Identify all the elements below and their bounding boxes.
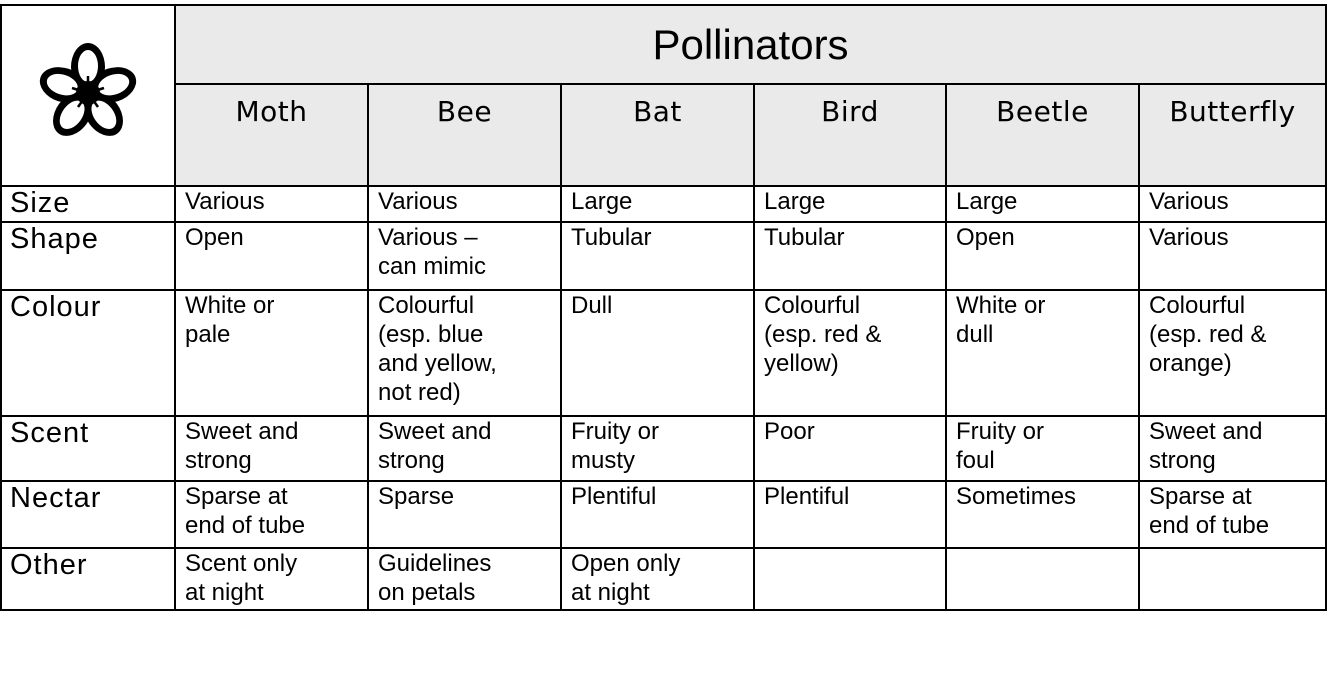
cell-shape-bee	[368, 222, 561, 290]
cell-line: at night	[185, 579, 264, 606]
cell-line: Sparse	[378, 483, 455, 510]
cell-line: yellow)	[764, 350, 839, 377]
column-header-bee: Bee	[368, 84, 561, 186]
cell-size-bee	[368, 186, 561, 222]
table-row	[1, 548, 1326, 610]
cell-line: Various	[185, 188, 265, 215]
table-row	[1, 290, 1326, 416]
cell-line: Plentiful	[764, 483, 850, 510]
cell-line: Open	[956, 224, 1015, 251]
row-label-shape: Shape	[1, 222, 175, 290]
cell-line: Colourful	[1149, 292, 1246, 319]
cell-nectar-bee	[368, 481, 561, 548]
cell-shape-bat	[561, 222, 754, 290]
cell-line: Various –	[378, 224, 478, 251]
cell-line: end of tube	[1149, 512, 1270, 539]
cell-scent-bee	[368, 416, 561, 481]
cell-other-bee	[368, 548, 561, 610]
row-label-scent: Scent	[1, 416, 175, 481]
cell-line: strong	[378, 447, 445, 474]
cell-line: Plentiful	[571, 483, 657, 510]
cell-line: foul	[956, 447, 995, 474]
cell-scent-beetle	[946, 416, 1139, 481]
row-label-size: Size	[1, 186, 175, 222]
cell-line: orange)	[1149, 350, 1232, 377]
table-row	[1, 416, 1326, 481]
cell-line: Large	[571, 188, 633, 215]
row-label-colour: Colour	[1, 290, 175, 416]
cell-line: at night	[571, 579, 650, 606]
cell-line: Sweet and	[185, 418, 299, 445]
cell-size-moth	[175, 186, 368, 222]
table-row	[1, 186, 1326, 222]
cell-line: Sparse at	[1149, 483, 1252, 510]
cell-shape-butterfly	[1139, 222, 1326, 290]
row-label-nectar: Nectar	[1, 481, 175, 548]
cell-size-butterfly	[1139, 186, 1326, 222]
cell-colour-bird	[754, 290, 946, 416]
cell-line: Fruity or	[956, 418, 1045, 445]
cell-line: dull	[956, 321, 994, 348]
cell-line: on petals	[378, 579, 476, 606]
cell-line: Large	[764, 188, 826, 215]
cell-line: strong	[1149, 447, 1216, 474]
table-row	[1, 481, 1326, 548]
cell-colour-bat	[561, 290, 754, 416]
table-title: Pollinators	[175, 5, 1326, 84]
cell-scent-bat	[561, 416, 754, 481]
cell-line: end of tube	[185, 512, 306, 539]
cell-other-beetle	[946, 548, 1139, 610]
cell-shape-bird	[754, 222, 946, 290]
column-header-bat: Bat	[561, 84, 754, 186]
cell-line: (esp. red &	[764, 321, 882, 348]
cell-other-butterfly	[1139, 548, 1326, 610]
column-header-beetle: Beetle	[946, 84, 1139, 186]
column-header-butterfly: Butterfly	[1139, 84, 1326, 186]
cell-line: Open	[185, 224, 244, 251]
cell-nectar-moth	[175, 481, 368, 548]
cell-nectar-butterfly	[1139, 481, 1326, 548]
column-header-bird: Bird	[754, 84, 946, 186]
table-body	[1, 186, 1326, 610]
cell-line: strong	[185, 447, 252, 474]
cell-line: Sweet and	[1149, 418, 1263, 445]
cell-colour-butterfly	[1139, 290, 1326, 416]
cell-size-bird	[754, 186, 946, 222]
cell-other-bird	[754, 548, 946, 610]
cell-line: White or	[185, 292, 275, 319]
cell-nectar-beetle	[946, 481, 1139, 548]
cell-line: Dull	[571, 292, 613, 319]
cell-line: Sparse at	[185, 483, 288, 510]
cell-line: Colourful	[378, 292, 475, 319]
pollinators-table	[0, 4, 1327, 611]
cell-line: (esp. blue	[378, 321, 484, 348]
cell-line: Large	[956, 188, 1018, 215]
cell-colour-beetle	[946, 290, 1139, 416]
cell-line: not red)	[378, 379, 461, 406]
cell-line: Poor	[764, 418, 815, 445]
cell-colour-moth	[175, 290, 368, 416]
cell-nectar-bat	[561, 481, 754, 548]
cell-scent-moth	[175, 416, 368, 481]
cell-line: Various	[1149, 188, 1229, 215]
cell-line: Fruity or	[571, 418, 660, 445]
cell-colour-bee	[368, 290, 561, 416]
cell-nectar-bird	[754, 481, 946, 548]
flower-cell	[1, 5, 175, 186]
cell-shape-moth	[175, 222, 368, 290]
cell-line: pale	[185, 321, 231, 348]
cell-scent-bird	[754, 416, 946, 481]
cell-line: Scent only	[185, 550, 298, 577]
cell-line: White or	[956, 292, 1046, 319]
cell-line: Tubular	[764, 224, 845, 251]
cell-line: Sweet and	[378, 418, 492, 445]
cell-line: Various	[378, 188, 458, 215]
cell-line: (esp. red &	[1149, 321, 1267, 348]
cell-line: Sometimes	[956, 483, 1077, 510]
cell-line: musty	[571, 447, 636, 474]
cell-line: and yellow,	[378, 350, 497, 377]
cell-line: Tubular	[571, 224, 652, 251]
cell-line: Open only	[571, 550, 681, 577]
cell-other-bat	[561, 548, 754, 610]
cell-line: Colourful	[764, 292, 861, 319]
cell-scent-butterfly	[1139, 416, 1326, 481]
cell-line: Guidelines	[378, 550, 492, 577]
cell-line: can mimic	[378, 253, 487, 280]
row-label-other: Other	[1, 548, 175, 610]
table-row	[1, 222, 1326, 290]
cell-other-moth	[175, 548, 368, 610]
cell-line: Various	[1149, 224, 1229, 251]
flower-icon	[33, 33, 143, 153]
cell-size-beetle	[946, 186, 1139, 222]
cell-shape-beetle	[946, 222, 1139, 290]
cell-size-bat	[561, 186, 754, 222]
column-header-moth: Moth	[175, 84, 368, 186]
